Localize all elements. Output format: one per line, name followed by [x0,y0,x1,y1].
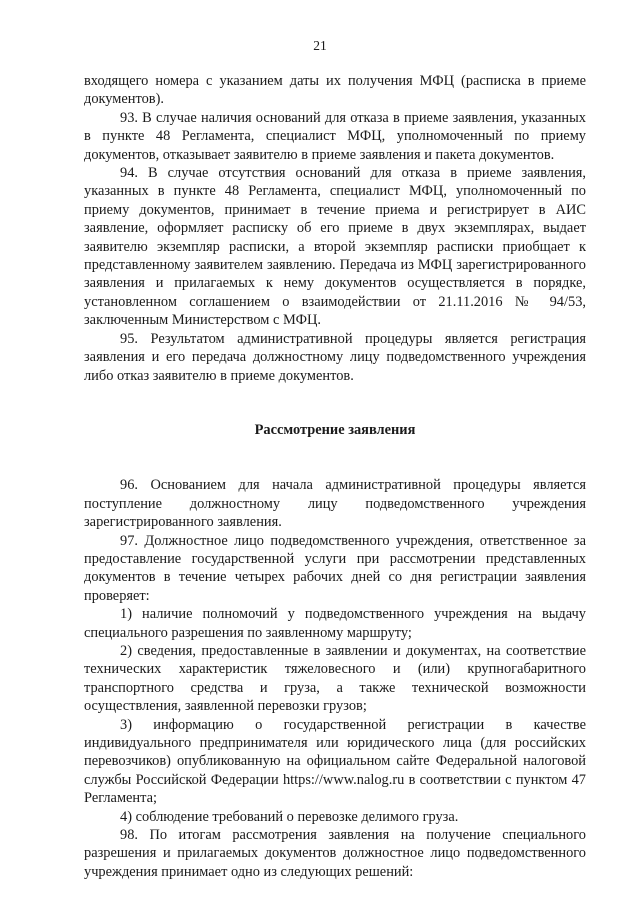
spacer [84,385,586,421]
paragraph-97: 97. Должностное лицо подведомственного учреждения, ответственное за предоставление государственной услуги при рассмотрении представленных документов в течение четырех рабочих дней со дня регистрации заявления проверяет: [84,532,586,604]
section-heading: Рассмотрение заявления [254,421,416,438]
list-item-1: 1) наличие полномочий у подведомственного учреждения на выдачу специального разрешения по заявленному маршруту; [84,606,586,641]
paragraph-96: 96. Основанием для начала административной процедуры является поступление должностному лицу подведомственного учреждения зарегистрированного заявления. [84,477,586,531]
paragraph-93: 93. В случае наличия оснований для отказа в приеме заявления, указанных в пункте 48 Регламента, специалист МФЦ, уполномоченный по приему документов, отказывает заявителю в приеме заявления и пакета документов. [84,109,586,163]
document-body [84,72,586,881]
paragraph-95: 95. Результатом административной процедуры является регистрация заявления и его передача должностному лицу подведомственного учреждения либо отказ заявителю в приеме документов. [84,330,586,384]
list-item-4: 4) соблюдение требований о перевозке делимого груза. [120,808,459,825]
paragraph-continuation: входящего номера с указанием даты их получения МФЦ (расписка в приеме документов). [84,73,586,108]
page-number: 21 [313,38,327,53]
paragraph-94: 94. В случае отсутствия оснований для отказа в приеме заявления, указанных в пункте 48 Регламента, специалист МФЦ, уполномоченный по приему документов, принимает в течение приема и регистрирует в АИС заявление, оформляет расписку об его приеме в двух экземплярах, выдает заявителю экземпляр расписки, а второй экземпляр расписки приобщает к представленному заявителем заявлению. Передача из МФЦ зарегистрированного заявления и прилагаемых к нему документов осуществляется в порядке, установленном соглашением о взаимодействии от 21.11.2016 № 94/53, заключенным Министерством с МФЦ. [84,165,586,329]
list-item-2: 2) сведения, предоставленные в заявлении и документах, на соответствие технических характеристик тяжеловесного и (или) крупногабаритного транспортного средства и груза, а также технической возможности осуществления, заявленной перевозки грузов; [84,642,586,715]
list-item-3: 3) информацию о государственной регистрации в качестве индивидуального предпринимателя или юридического лица (для российских перевозчиков) опубликованную на официальном сайте Федеральной налоговой службы Российской Федерации https://www.nalog.ru в соответствии с пунктом 47 Регламента; [84,716,586,807]
paragraph-98: 98. По итогам рассмотрения заявления на получение специального разрешения и прилагаемых документов должностное лицо подведомственного учреждения принимает одно из следующих решений: [84,827,586,880]
spacer [84,439,586,476]
